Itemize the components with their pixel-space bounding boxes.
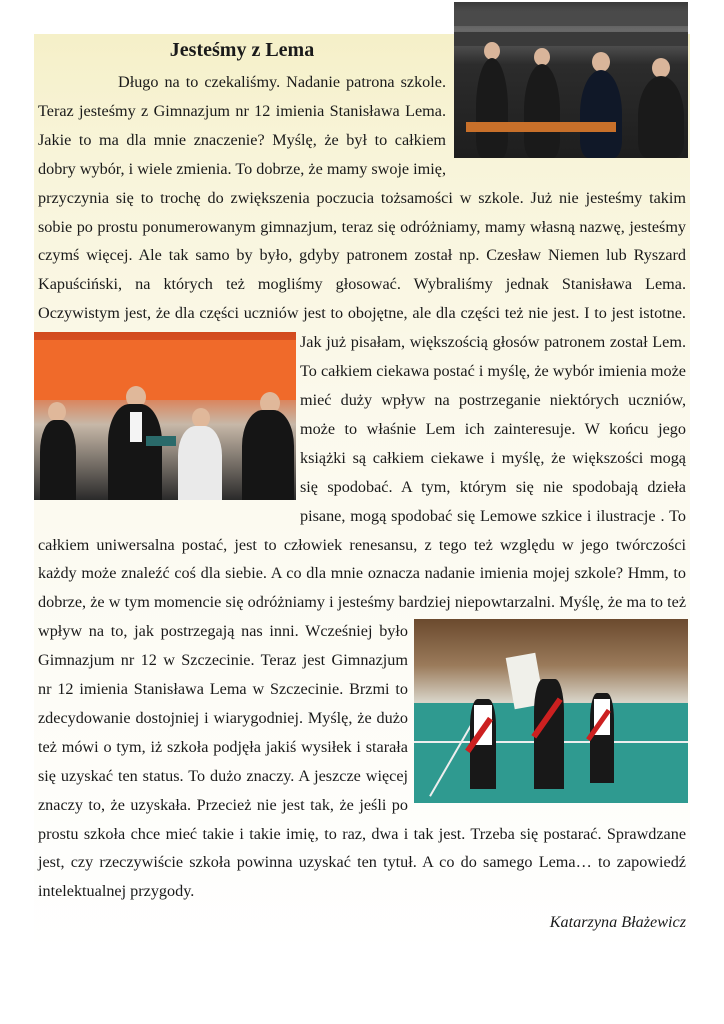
article-text — [38, 68, 686, 906]
article-text-part-2: jest. I to jest istotne. Jak już pisałam, większością głosów patronem został Lem. To całkiem ciekawa postać i myślę, że wybór imienia może mieć duży wpływ na postrzeganie niektórych uczniów, może to właśnie Lem ich zainteresuje. W końcu jego książki są całkiem ciekawe i myślę, że większości mogą się spodobać. A tym, którym się nie spodobają dzieła pisane, mogą spodobać się Lemowe szkice i ilustracje . To całkiem uniwersalna postać, jest to człowiek renesansu, z tego też względu w jego twórczości każdy może znaleźć coś dla siebie. A co dla mnie oznacza nadanie imienia mojej szkole? Hmm, to dobrze, że w tym momencie się odróżniamy i jesteśmy bardziej niepowtarzalni. — [38, 304, 686, 612]
article-body — [38, 36, 686, 937]
article-title: Jesteśmy z Lema — [169, 39, 315, 61]
article-text-part-3: Myślę, że ma to też wpływ na to, jak postrzegają nas inni. Wcześniej było Gimnazjum nr 12 w Szczecinie. Teraz jest Gimnazjum nr 12 imienia Stanisława Lema w Szczecinie. Brzmi to zdecydowanie dostojniej i wiarygodniej. Myślę, że dużo też mówi o tym, iż szkoła podjęła jakiś wysiłek i starała się uzyskać ten status. To dużo znaczy. A jeszcze więcej znaczy to, że uzyskała. Przecież nie jest tak, że jeśli po prostu szkoła chce mieć takie i takie imię, to raz, dwa i tak jest. Trzeba się postarać. Sprawdzane jest, czy rzeczywiście szkoła powinna uzyskać ten tytuł. A co do samego Lema… to zapowiedź intelektualnej przygody. — [38, 593, 687, 901]
article-text-part-1: Długo na to czekaliśmy. Nadanie patrona szkole. Teraz jesteśmy z Gimnazjum nr 12 imienia Stanisława Lema. Jakie to ma dla mnie znaczenie? Myślę, że był to całkiem dobry wybór, i wiele zmienia. To dobrze, że mamy swoje imię, przyczynia się to trochę do zwiększenia poczucia tożsamości w szkole. Już nie jesteśmy takim sobie po prostu ponumerowanym gimnazjum, teraz się odróżniamy, mamy własną nazwę, jesteśmy czymś więcej. Ale tak samo by było, gdyby patronem został np. Czesław Niemen lub Ryszard Kapuściński, na których też mogliśmy głosować. Wybraliśmy jednak Stanisława Lema. Oczywistym jest, że dla części uczniów jest to obojętne, ale dla części też nie — [38, 73, 686, 323]
flag-parade-photo — [414, 619, 688, 803]
ceremony-speakers-photo — [34, 332, 296, 500]
article-author: Katarzyna Błażewicz — [549, 913, 686, 932]
audience-photo — [454, 2, 688, 158]
